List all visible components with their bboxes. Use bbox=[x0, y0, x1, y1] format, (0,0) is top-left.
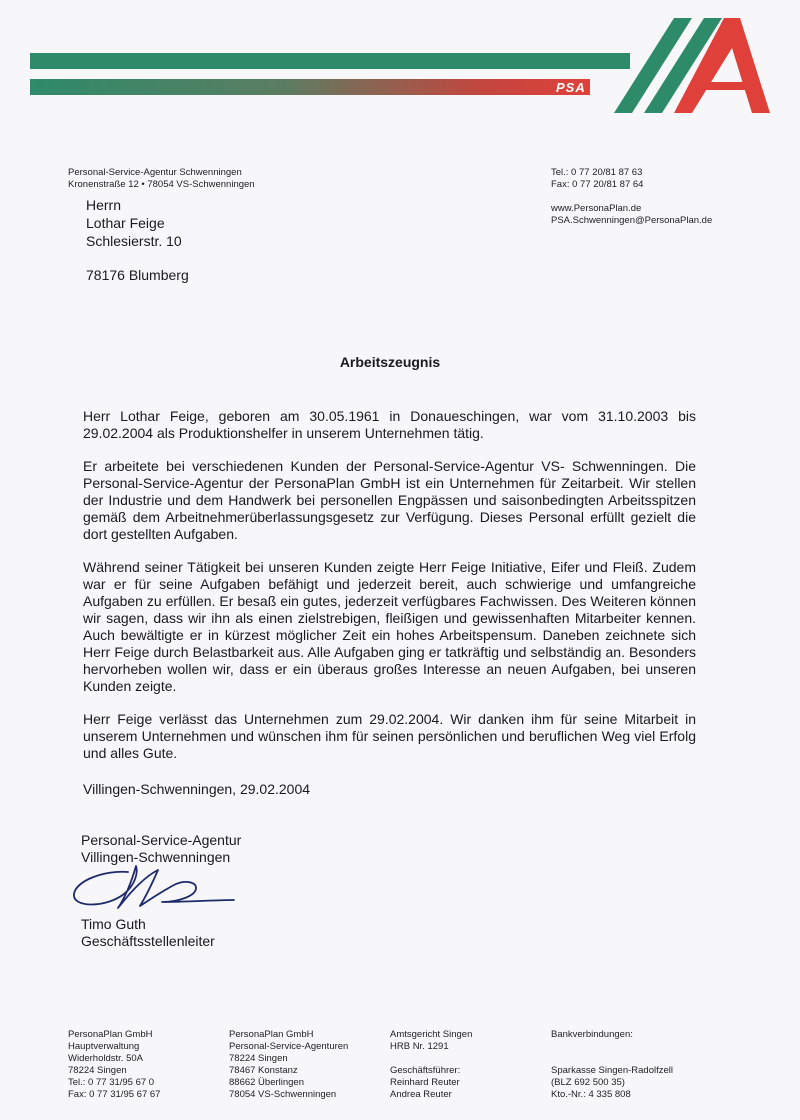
footer-line: PersonaPlan GmbH bbox=[68, 1029, 153, 1040]
email-address: PSA.Schwenningen@PersonaPlan.de bbox=[551, 215, 713, 226]
footer-line: 78224 Singen bbox=[68, 1065, 127, 1076]
recipient-address bbox=[86, 196, 189, 284]
footer-line: Geschäftsführer: bbox=[390, 1065, 461, 1076]
footer-line: Bankverbindungen: bbox=[551, 1029, 633, 1040]
footer-line: 78224 Singen bbox=[229, 1053, 288, 1064]
contact-info bbox=[551, 167, 712, 227]
footer-line: Widerholdstr. 50A bbox=[68, 1053, 143, 1064]
footer-line: Tel.: 0 77 31/95 67 0 bbox=[68, 1077, 155, 1088]
footer-line: Reinhard Reuter bbox=[390, 1077, 460, 1088]
footer-line: Andrea Reuter bbox=[390, 1089, 452, 1100]
body-paragraph: Herr Feige verlässt das Unternehmen zum 29.02.2004. Wir danken ihm für seine Mitarbeit in unserem Unternehmen und wünschen ihm für seinen persönlichen und beruflichen Weg viel Erfolg und alles Gute. bbox=[83, 711, 696, 761]
signer-name: Timo Guth bbox=[81, 916, 146, 932]
signer-role: Geschäftsstellenleiter bbox=[81, 933, 215, 949]
logo-text: PSA bbox=[556, 80, 586, 95]
recipient-name: Lothar Feige bbox=[86, 215, 165, 231]
footer-registry bbox=[390, 1029, 472, 1101]
website: www.PersonaPlan.de bbox=[551, 203, 642, 214]
footer-line: (BLZ 692 500 35) bbox=[551, 1077, 625, 1088]
letter-body bbox=[83, 408, 696, 778]
phone-number: Tel.: 0 77 20/81 87 63 bbox=[551, 167, 643, 178]
body-paragraph: Er arbeitete bei verschiedenen Kunden der Personal-Service-Agentur VS- Schwenningen. Die Personal-Service-Agentur der PersonaPlan GmbH ist ein Unternehmen für Zeitarbeit. Wir stellen der Industrie und dem Handwerk bei personellen Engpässen und saisonbedingten Arbeitsspitzen gemäß dem Arbeitnehmerüberlassungsgesetz zur Verfügung. Dieses Personal erfüllt gezielt die dort gestellten Aufgaben. bbox=[83, 458, 696, 542]
sender-address bbox=[68, 167, 255, 191]
footer-line: 78054 VS-Schwenningen bbox=[229, 1089, 337, 1100]
header-band-gradient bbox=[30, 79, 590, 95]
org-line: Personal-Service-Agentur bbox=[81, 832, 242, 848]
org-line: Villingen-Schwenningen bbox=[81, 849, 231, 865]
recipient-city: 78176 Blumberg bbox=[86, 267, 189, 283]
footer-line: Fax: 0 77 31/95 67 67 bbox=[68, 1089, 161, 1100]
footer-line: Amtsgericht Singen bbox=[390, 1029, 473, 1040]
footer-line: Personal-Service-Agenturen bbox=[229, 1041, 349, 1052]
place-date: Villingen-Schwenningen, 29.02.2004 bbox=[83, 781, 311, 797]
sender-line: Kronenstraße 12 • 78054 VS-Schwenningen bbox=[68, 179, 255, 190]
psa-logo-icon bbox=[600, 18, 770, 113]
footer-line: PersonaPlan GmbH bbox=[229, 1029, 314, 1040]
footer-line: 88662 Überlingen bbox=[229, 1077, 305, 1088]
footer-line: Hauptverwaltung bbox=[68, 1041, 140, 1052]
footer-bank bbox=[551, 1029, 673, 1101]
footer-line: Kto.-Nr.: 4 335 808 bbox=[551, 1089, 631, 1100]
body-paragraph: Herr Lothar Feige, geboren am 30.05.1961 in Donaueschingen, war vom 31.10.2003 bis 29.02.2004 als Produktionshelfer in unserem Unternehmen tätig. bbox=[83, 408, 696, 441]
footer-line: 78467 Konstanz bbox=[229, 1065, 298, 1076]
footer-line: Sparkasse Singen-Radolfzell bbox=[551, 1065, 673, 1076]
fax-number: Fax: 0 77 20/81 87 64 bbox=[551, 179, 644, 190]
footer-agencies bbox=[229, 1029, 348, 1101]
sender-line: Personal-Service-Agentur Schwenningen bbox=[68, 167, 242, 178]
document-title: Arbeitszeugnis bbox=[339, 354, 441, 370]
signer bbox=[81, 916, 215, 950]
recipient-street: Schlesierstr. 10 bbox=[86, 233, 182, 249]
footer-headquarters bbox=[68, 1029, 160, 1101]
handwritten-signature-icon bbox=[66, 850, 241, 920]
footer-line: HRB Nr. 1291 bbox=[390, 1041, 449, 1052]
recipient-salutation: Herrn bbox=[86, 197, 122, 213]
header-band-green bbox=[30, 53, 630, 69]
body-paragraph: Während seiner Tätigkeit bei unseren Kunden zeigte Herr Feige Initiative, Eifer und Fleiß. Zudem war er für seine Aufgaben befähigt und jederzeit bereit, auch schwierige und umfangreiche Aufgaben zu erfüllen. Er besaß ein gutes, jederzeit verfügbares Fachwissen. Des Weiteren können wir sagen, dass wir ihn als einen zielstrebigen, fleißigen und gewissenhaften Mitarbeiter kennen. Auch bewältigte er in kürzest möglicher Zeit ein hohes Arbeitspensum. Daneben zeichnete sich Herr Feige durch Belastbarkeit aus. Alle Aufgaben ging er tatkräftig und selbständig an. Besonders hervorheben wollen wir, dass er ein überaus großes Interesse an neuen Aufgaben, bei unseren Kunden zeigte. bbox=[83, 559, 696, 694]
